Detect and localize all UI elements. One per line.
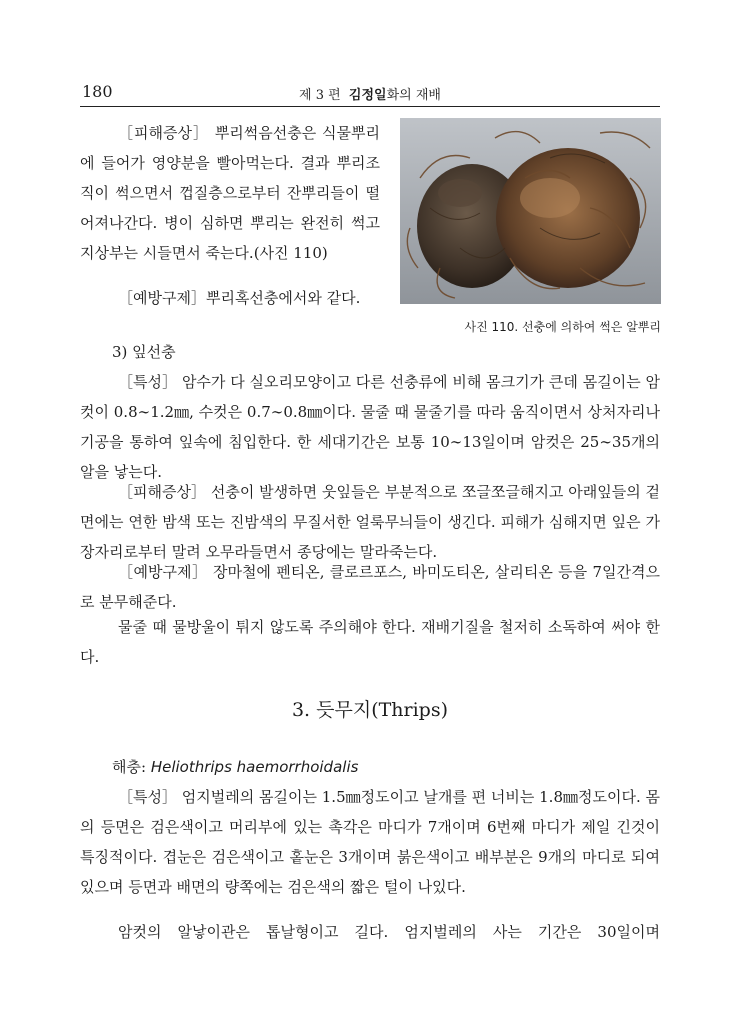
leaf-nematode-heading: 3) 잎선충 — [112, 343, 176, 361]
pest-line — [112, 756, 358, 777]
pest-label: 해충: — [112, 758, 151, 776]
root-prevention-paragraph: ［예방구제］뿌리혹선충에서와 같다. — [118, 289, 361, 307]
running-head-title: 화의 재배 — [386, 88, 441, 103]
part-label: 제 3 편 — [299, 88, 341, 103]
root-damage-paragraph: ［피해증상］ 뿌리썩음선충은 식물뿌리에 들어가 영양분을 빨아먹는다. 결과 뿌리조직이 썩으면서 껍질층으로부터 잔뿌리들이 떨어져나간다. 병이 심하면 뿌리는 완전히 썩고 지상부는 시들면서 죽는다.(사진 110) — [80, 124, 380, 262]
leaf-features-paragraph: ［특성］ 암수가 다 실오리모양이고 다른 선충류에 비해 몸크기가 큰데 몸길이는 암컷이 0.8∼1.2㎜, 수컷은 0.7∼0.8㎜이다. 물줄 때 물줄기를 따라 움직이면서 상처자리나 기공을 통하여 잎속에 침입한다. 한 세대기간은 보통 10∼13일이며 암컷은 25∼35개의 알을 낳는다. — [80, 373, 660, 481]
rotted-bulb-photo — [400, 118, 661, 304]
thrips-section-title: 3. 듯무지(Thrips) — [291, 699, 449, 721]
bulb-illustration — [400, 118, 661, 304]
thrips-eggs-paragraph: 암컷의 알낳이관은 톱날형이고 길다. 엄지벌레의 사는 기간은 30일이며 — [118, 923, 660, 941]
page-header — [80, 80, 660, 107]
photo-caption: 사진 110. 선충에 의하여 썩은 알뿌리 — [464, 320, 661, 334]
page-number: 180 — [82, 82, 113, 101]
leaf-note-paragraph: 물줄 때 물방울이 튀지 않도록 주의해야 한다. 재배기질을 철저히 소독하여 써야 한다. — [80, 618, 660, 666]
running-head-name: 김정일 — [348, 88, 387, 103]
thrips-features-paragraph: ［특성］ 엄지벌레의 몸길이는 1.5㎜정도이고 날개를 편 너비는 1.8㎜정도이다. 몸의 등면은 검은색이고 머리부에 있는 촉각은 마디가 7개이며 6번째 마디가 제일 긴것이 특징적이다. 겹눈은 검은색이고 홑눈은 3개이며 붉은색이고 배부분은 9개의 마디로 되여있으며 등면과 배면의 량쪽에는 검은색의 짧은 털이 나있다. — [80, 788, 660, 896]
leaf-damage-paragraph: ［피해증상］ 선충이 발생하면 웃잎들은 부분적으로 쪼글쪼글해지고 아래잎들의 겉면에는 연한 밤색 또는 진밤색의 무질서한 얼룩무늬들이 생긴다. 피해가 심해지면 잎은 가장자리로부터 말려 오무라들면서 종당에는 말라죽는다. — [80, 483, 660, 561]
pest-scientific-name: Heliothrips haemorrhoidalis — [150, 758, 359, 776]
running-head — [80, 84, 660, 103]
leaf-prevention-paragraph: ［예방구제］ 장마철에 펜티온, 클로르포스, 바미도티온, 살리티온 등을 7일간격으로 분무해준다. — [80, 563, 660, 611]
